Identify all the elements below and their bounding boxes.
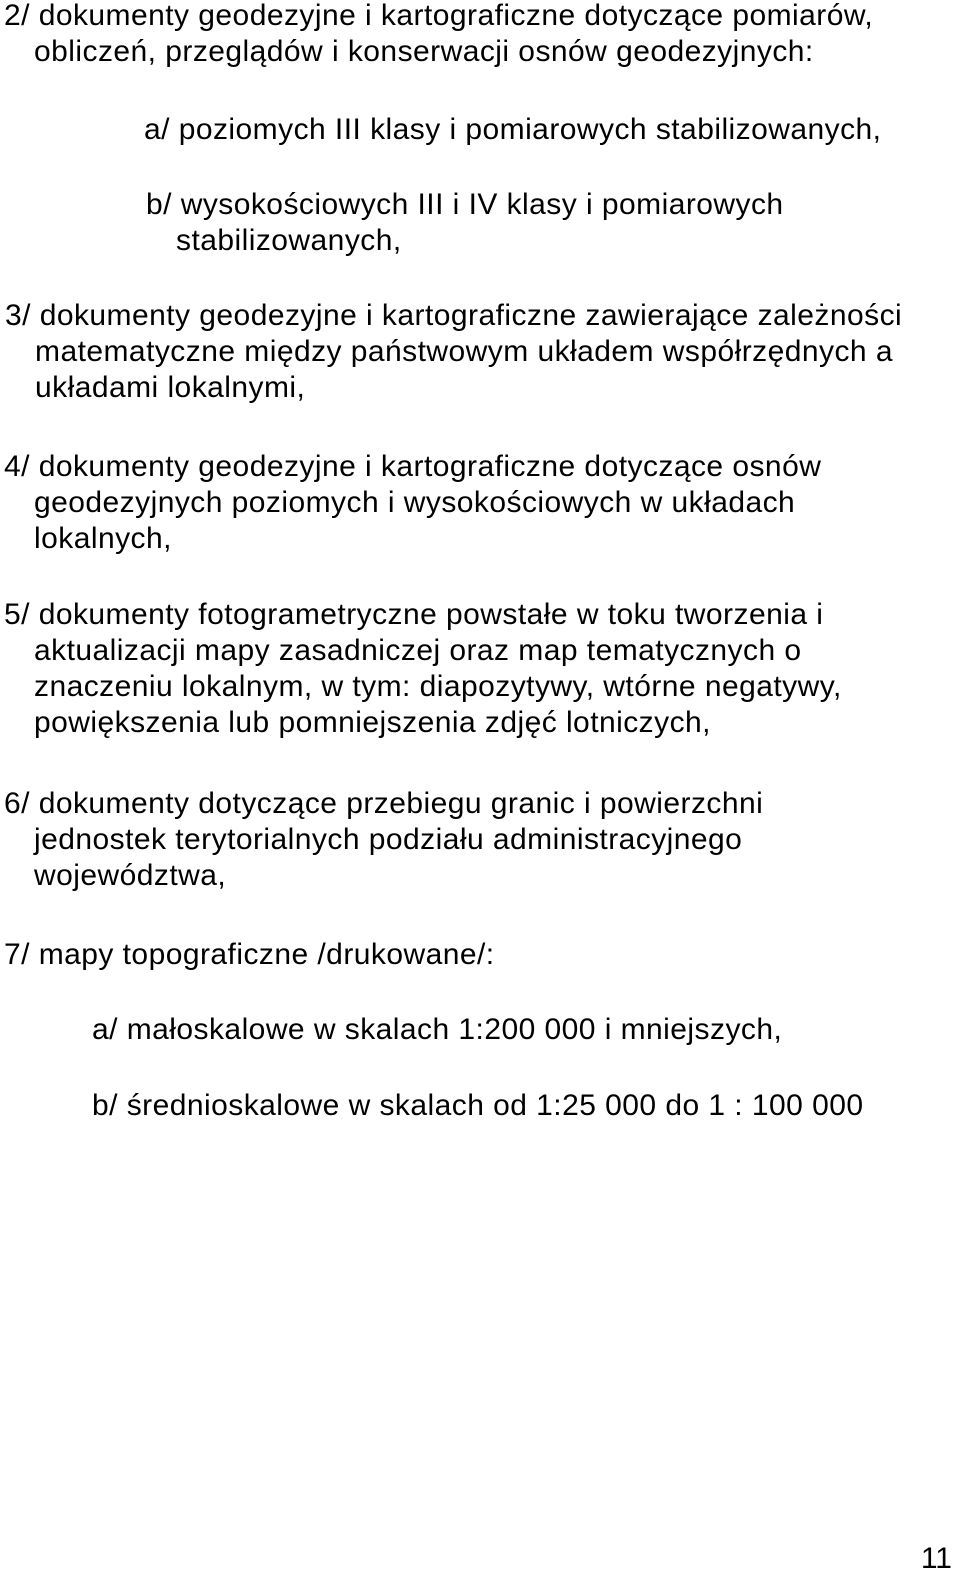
list-item-6-line-3: województwa, bbox=[34, 859, 227, 892]
list-item-7-sub-a-line-1: a/ małoskalowe w skalach 1:200 000 i mniejszych, bbox=[92, 1013, 783, 1046]
list-item-2-sub-b-line-2: stabilizowanych, bbox=[176, 224, 402, 257]
list-item-5-line-1: 5/ dokumenty fotogrametryczne powstałe w toku tworzenia i bbox=[4, 598, 824, 631]
list-item-7-sub-b-line-1: b/ średnioskalowe w skalach od 1:25 000 do 1 : 100 000 bbox=[92, 1089, 864, 1122]
list-item-6-line-2: jednostek terytorialnych podziału administracyjnego bbox=[34, 823, 743, 856]
list-item-3-line-1: 3/ dokumenty geodezyjne i kartograficzne zawierające zależności bbox=[5, 299, 903, 332]
list-item-2-sub-a-line-1: a/ poziomych III klasy i pomiarowych stabilizowanych, bbox=[144, 113, 882, 146]
list-item-5-line-3: znaczeniu lokalnym, w tym: diapozytywy, wtórne negatywy, bbox=[34, 670, 842, 703]
list-item-2 bbox=[4, 0, 873, 70]
list-item-7-sub-a bbox=[92, 1012, 782, 1048]
list-item-5-line-4: powiększenia lub pomniejszenia zdjęć lotniczych, bbox=[34, 706, 711, 739]
list-item-3-line-3: układami lokalnymi, bbox=[35, 371, 306, 404]
list-item-6 bbox=[4, 786, 763, 894]
list-item-7-line-1: 7/ mapy topograficzne /drukowane/: bbox=[4, 938, 495, 971]
list-item-2-line-1: 2/ dokumenty geodezyjne i kartograficzne dotyczące pomiarów, bbox=[4, 0, 874, 32]
list-item-3 bbox=[5, 298, 902, 406]
list-item-5-line-2: aktualizacji mapy zasadniczej oraz map tematycznych o bbox=[34, 634, 802, 667]
list-item-2-sub-b bbox=[146, 187, 784, 259]
list-item-6-line-1: 6/ dokumenty dotyczące przebiegu granic i powierzchni bbox=[4, 787, 764, 820]
list-item-4-line-1: 4/ dokumenty geodezyjne i kartograficzne dotyczące osnów bbox=[4, 450, 822, 483]
page-number: 11 bbox=[920, 1542, 952, 1575]
list-item-7-sub-b bbox=[92, 1088, 863, 1124]
list-item-7 bbox=[4, 937, 495, 973]
list-item-5 bbox=[4, 597, 842, 741]
list-item-2-sub-b-line-1: b/ wysokościowych III i IV klasy i pomiarowych bbox=[146, 188, 784, 221]
list-item-4-line-3: lokalnych, bbox=[34, 522, 172, 555]
list-item-2-sub-a bbox=[144, 112, 881, 148]
list-item-4 bbox=[4, 449, 821, 557]
list-item-3-line-2: matematyczne między państwowym układem współrzędnych a bbox=[35, 335, 893, 368]
list-item-4-line-2: geodezyjnych poziomych i wysokościowych w układach bbox=[34, 486, 796, 519]
list-item-2-line-2: obliczeń, przeglądów i konserwacji osnów geodezyjnych: bbox=[34, 35, 814, 68]
